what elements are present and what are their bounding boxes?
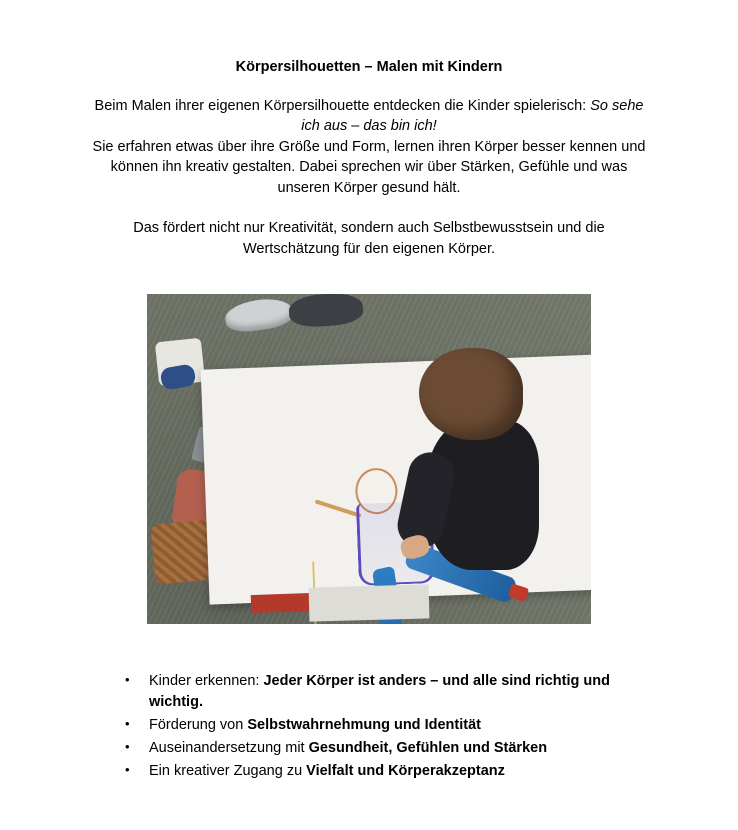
- bullet-text-bold: Jeder Körper ist anders – und alle sind richtig und wichtig.: [149, 672, 610, 710]
- intro-paragraph: [85, 96, 653, 137]
- list-item: [125, 761, 653, 782]
- white-sheet-bottom: [309, 584, 430, 621]
- bullet-text-plain: Ein kreativer Zugang zu: [149, 762, 307, 779]
- bullet-text-bold: Selbstwahrnehmung und Identität: [247, 716, 481, 733]
- body-line-1: Sie erfahren etwas über ihre Größe und Form, lernen ihren Körper besser kennen: [92, 138, 618, 155]
- bullet-text-bold: Gesundheit, Gefühlen und Stärken: [308, 739, 548, 756]
- list-item: [125, 738, 653, 759]
- closing-line-2: Wertschätzung für den eigenen Körper.: [242, 241, 496, 258]
- intro-emphasis: So sehe ich aus – das bin ich!: [301, 97, 644, 135]
- koerpersilhouette-foto: [147, 294, 591, 624]
- page-title: Körpersilhouetten – Malen mit Kindern: [235, 59, 503, 75]
- child-hair: [419, 348, 523, 440]
- closing-paragraph: [85, 218, 653, 259]
- benefits-list: [85, 671, 653, 782]
- bullet-text-plain: Förderung von: [149, 716, 248, 733]
- body-line-2: und können ihn kreativ gestalten. Dabei sprechen wir über Stärken, Gefühle und was: [110, 138, 646, 176]
- body-line-3: unseren Körper gesund hält.: [277, 179, 461, 196]
- bullet-text-plain: Kinder erkennen:: [149, 672, 264, 689]
- intro-text: Beim Malen ihrer eigenen Körpersilhouette entdecken die Kinder spielerisch:: [94, 97, 587, 114]
- silhouette-arm-left: [315, 499, 362, 517]
- bullet-text-plain: Auseinandersetzung mit: [149, 739, 309, 756]
- paragraph-spacer: [85, 198, 653, 218]
- body-paragraph: [85, 137, 653, 199]
- document-content: [85, 58, 653, 784]
- child-figure: [399, 340, 559, 580]
- image-container: [85, 294, 653, 629]
- bullet-text-bold: Vielfalt und Körperakzeptanz: [306, 762, 505, 779]
- closing-line-1: Das fördert nicht nur Kreativität, sondern auch Selbstbewusstsein und die: [133, 220, 605, 237]
- red-bar-object: [251, 593, 314, 613]
- list-item: [125, 715, 653, 736]
- list-item: [125, 671, 653, 713]
